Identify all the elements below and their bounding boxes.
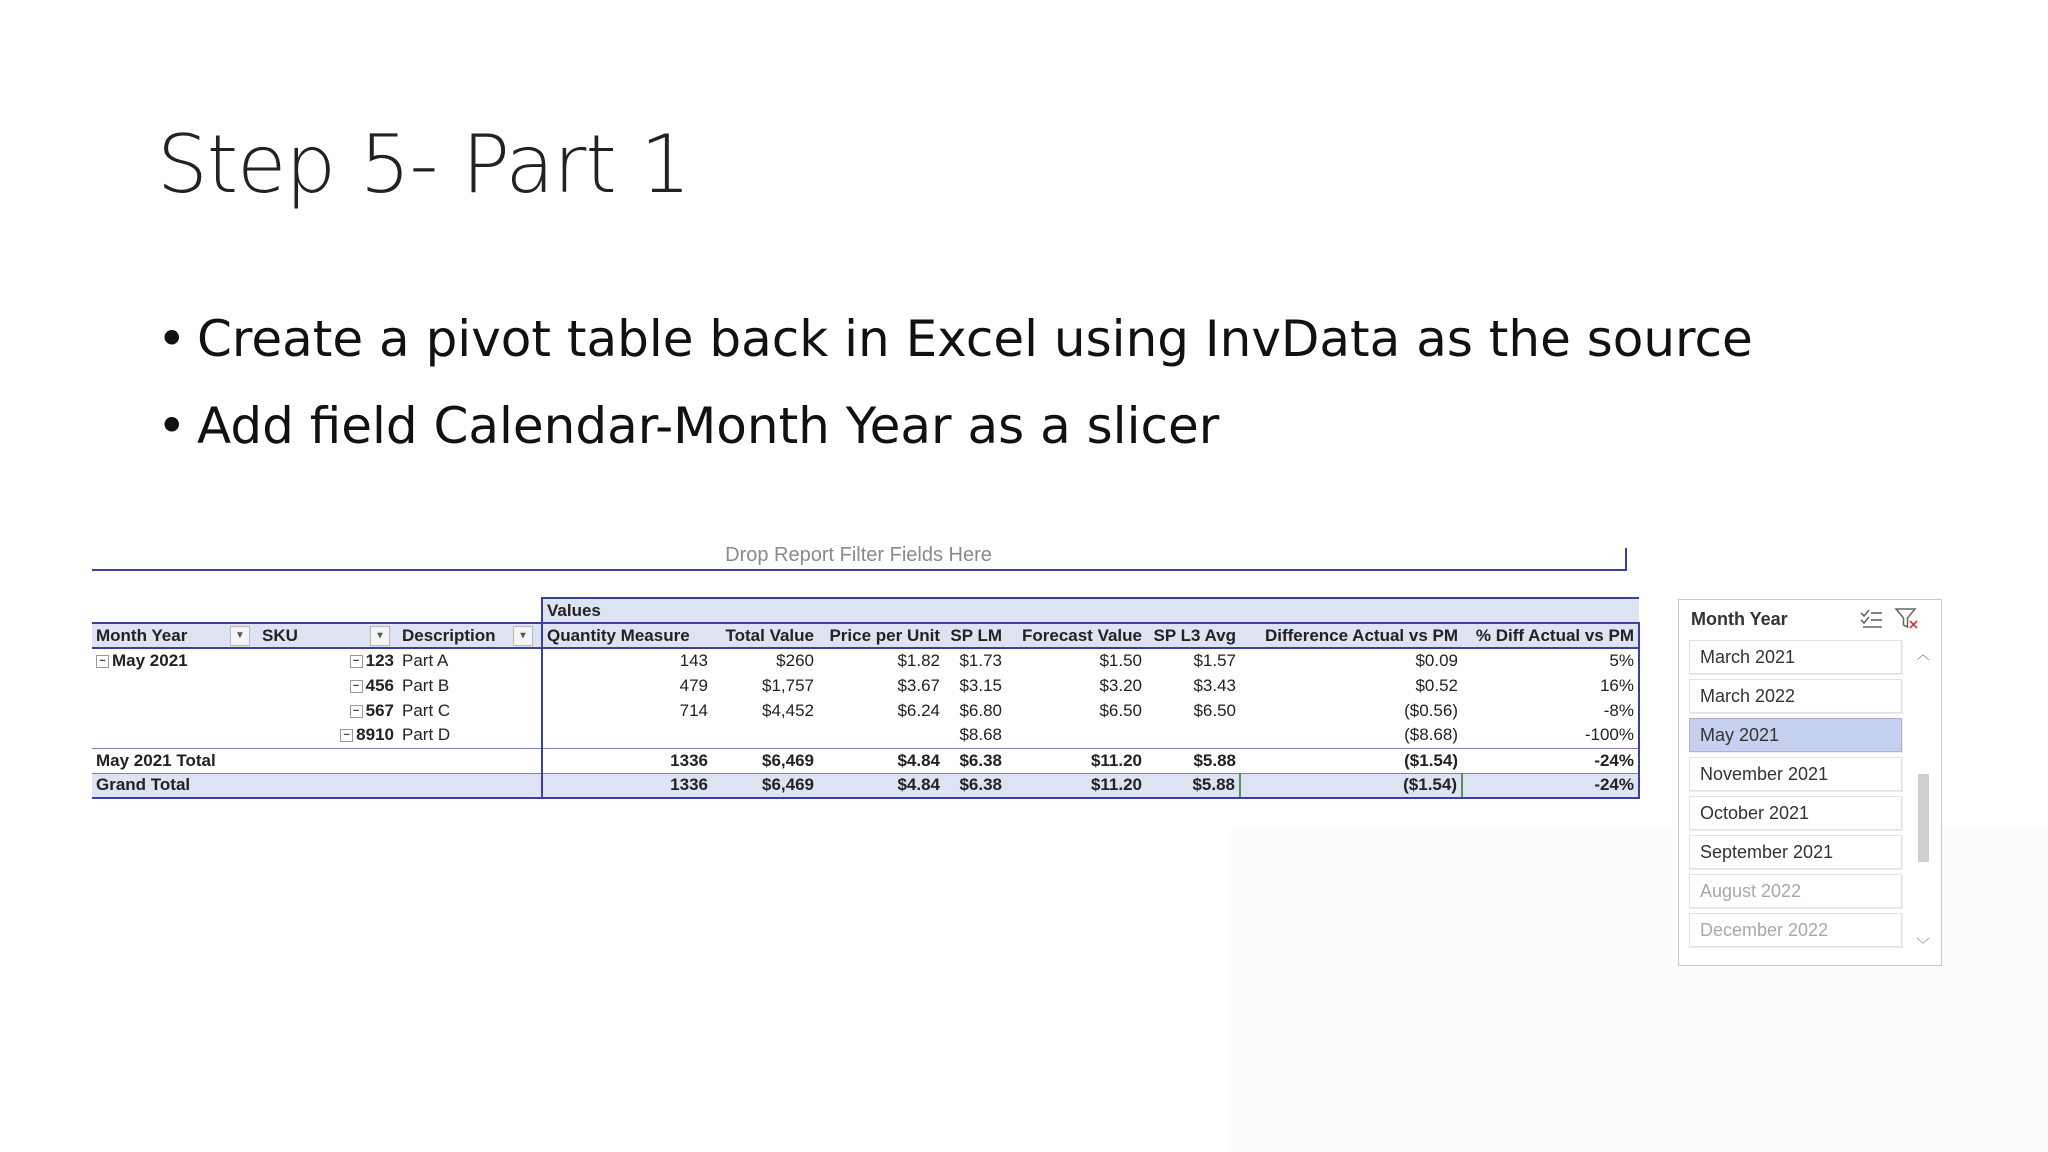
chevron-down-icon[interactable]: ﹀ [1916, 937, 1930, 952]
bullet-item [157, 310, 1753, 397]
subtotal-row[interactable] [92, 748, 1639, 773]
table-row[interactable] [92, 698, 1639, 723]
bullet-text: Add field Calendar-Month Year as a slicer [197, 397, 1220, 455]
slicer-item[interactable]: September 2021 [1689, 835, 1902, 869]
description-cell[interactable]: Part B [402, 675, 450, 695]
table-cell[interactable]: $1,757 [762, 675, 814, 695]
collapse-icon[interactable]: − [96, 655, 109, 668]
slicer-scrollbar[interactable] [1913, 640, 1933, 952]
collapse-icon[interactable]: − [350, 655, 363, 668]
collapse-icon[interactable]: − [350, 680, 363, 693]
table-cell[interactable]: $3.67 [897, 675, 940, 695]
pivot-header-row [92, 623, 1639, 648]
slide-title: Step 5- Part 1 [157, 118, 691, 211]
table-cell[interactable]: 16% [1462, 673, 1639, 698]
table-cell[interactable]: $4,452 [762, 700, 814, 720]
pivot-table [92, 597, 1640, 799]
table-cell[interactable]: $1.50 [1099, 651, 1142, 670]
multi-select-icon[interactable] [1858, 606, 1884, 632]
sku-cell[interactable]: − 123 [258, 648, 398, 673]
value-header[interactable]: % Diff Actual vs PM [1462, 623, 1639, 648]
sku-cell[interactable]: − 456 [258, 673, 398, 698]
value-header[interactable]: Difference Actual vs PM [1240, 623, 1462, 648]
table-cell[interactable]: ($1.54) [1240, 748, 1462, 773]
bullet-item [157, 397, 1753, 484]
bullet-dot: • [157, 310, 187, 368]
table-cell[interactable]: $6.38 [944, 773, 1006, 798]
sku-cell[interactable]: − 567 [258, 698, 398, 723]
clear-filter-icon[interactable] [1894, 606, 1920, 632]
table-cell[interactable]: $0.09 [1415, 651, 1458, 670]
table-row[interactable] [92, 723, 1639, 748]
bullet-list [157, 310, 1753, 484]
month-year-slicer[interactable] [1678, 599, 1942, 966]
table-cell[interactable]: $6.80 [959, 700, 1002, 720]
selected-cell[interactable]: ($1.54) [1240, 773, 1462, 798]
table-cell[interactable] [1146, 723, 1240, 748]
value-header[interactable]: Total Value [712, 623, 818, 648]
table-cell[interactable] [818, 723, 944, 748]
table-cell[interactable]: $4.84 [818, 748, 944, 773]
table-cell[interactable]: $8.68 [959, 725, 1002, 745]
value-header[interactable]: Price per Unit [818, 623, 944, 648]
sku-cell[interactable]: − 8910 [258, 723, 398, 748]
table-cell[interactable]: $3.43 [1193, 675, 1236, 695]
slicer-item[interactable]: November 2021 [1689, 757, 1902, 791]
collapse-icon[interactable]: − [340, 729, 353, 742]
slicer-item[interactable]: October 2021 [1689, 796, 1902, 830]
table-cell[interactable]: -100% [1462, 723, 1639, 748]
table-row[interactable] [92, 673, 1639, 698]
table-cell[interactable] [712, 723, 818, 748]
subtotal-label[interactable]: May 2021 Total [92, 748, 542, 773]
table-cell[interactable]: $260 [776, 651, 814, 670]
bullet-dot: • [157, 397, 187, 455]
table-cell[interactable]: -8% [1462, 698, 1639, 723]
chevron-up-icon[interactable]: ︿ [1916, 647, 1930, 662]
slicer-title: Month Year [1691, 609, 1788, 629]
description-cell[interactable]: Part C [402, 700, 451, 720]
filter-icon[interactable]: ▼ [230, 626, 250, 646]
table-cell[interactable]: $6,469 [712, 748, 818, 773]
table-cell[interactable]: $5.88 [1146, 773, 1240, 798]
table-cell[interactable] [542, 723, 712, 748]
value-header[interactable]: Quantity Measure [542, 623, 712, 648]
table-cell[interactable]: $11.20 [1006, 748, 1146, 773]
table-cell[interactable]: ($8.68) [1404, 725, 1458, 745]
table-cell[interactable] [1006, 723, 1146, 748]
table-cell[interactable]: $6.50 [1193, 700, 1236, 720]
description-cell[interactable]: Part A [402, 651, 449, 670]
slicer-item[interactable]: August 2022 [1689, 874, 1902, 908]
table-cell[interactable]: $1.73 [959, 651, 1002, 670]
slicer-item[interactable]: March 2021 [1689, 640, 1902, 674]
values-label: Values [547, 600, 601, 620]
table-cell[interactable]: $0.52 [1415, 675, 1458, 695]
slicer-item-list [1689, 640, 1902, 952]
table-cell[interactable]: $1.57 [1193, 651, 1236, 670]
slicer-item[interactable]: March 2022 [1689, 679, 1902, 713]
table-cell[interactable]: $6.24 [897, 700, 940, 720]
table-cell[interactable]: $11.20 [1006, 773, 1146, 798]
grand-total-row[interactable] [92, 773, 1639, 798]
table-cell[interactable]: 1336 [542, 748, 712, 773]
table-cell[interactable]: $6.38 [944, 748, 1006, 773]
table-cell[interactable]: 479 [542, 673, 712, 698]
group-label[interactable]: − May 2021 [92, 648, 258, 673]
slicer-item-selected[interactable]: May 2021 [1689, 718, 1902, 752]
sku-header[interactable]: SKU ▾ [258, 623, 398, 648]
description-header[interactable]: Description ▾ [398, 623, 542, 648]
bullet-text: Create a pivot table back in Excel using InvData as the source [197, 310, 1753, 368]
slicer-item[interactable]: December 2022 [1689, 913, 1902, 947]
table-cell[interactable]: $3.20 [1099, 675, 1142, 695]
value-header[interactable]: SP L3 Avg [1146, 623, 1240, 648]
table-cell[interactable]: 5% [1462, 648, 1639, 673]
table-cell[interactable]: $5.88 [1146, 748, 1240, 773]
table-cell[interactable]: $4.84 [818, 773, 944, 798]
table-cell[interactable]: -24% [1462, 748, 1639, 773]
description-cell[interactable]: Part D [402, 725, 451, 745]
dropdown-icon[interactable]: ▾ [370, 626, 390, 646]
table-cell[interactable]: -24% [1462, 773, 1639, 798]
report-filter-drop-zone[interactable]: Drop Report Filter Fields Here [92, 548, 1627, 571]
table-cell[interactable]: 143 [542, 648, 712, 673]
table-cell[interactable]: 714 [542, 698, 712, 723]
table-cell[interactable]: $6,469 [712, 773, 818, 798]
table-row[interactable] [92, 648, 1639, 673]
grand-total-label[interactable]: Grand Total [92, 773, 542, 798]
month-year-header[interactable]: Month Year ▼ [92, 623, 258, 648]
value-header[interactable]: Forecast Value [1006, 623, 1146, 648]
table-cell[interactable]: $6.50 [1099, 700, 1142, 720]
pivot-values-row [92, 598, 1639, 623]
dropdown-icon[interactable]: ▾ [513, 626, 533, 646]
table-cell[interactable]: $3.15 [959, 675, 1002, 695]
table-cell[interactable]: ($0.56) [1404, 700, 1458, 720]
table-cell[interactable]: 1336 [542, 773, 712, 798]
value-header[interactable]: SP LM [944, 623, 1006, 648]
scroll-thumb[interactable] [1918, 774, 1929, 862]
table-cell[interactable]: $1.82 [897, 651, 940, 670]
collapse-icon[interactable]: − [350, 705, 363, 718]
